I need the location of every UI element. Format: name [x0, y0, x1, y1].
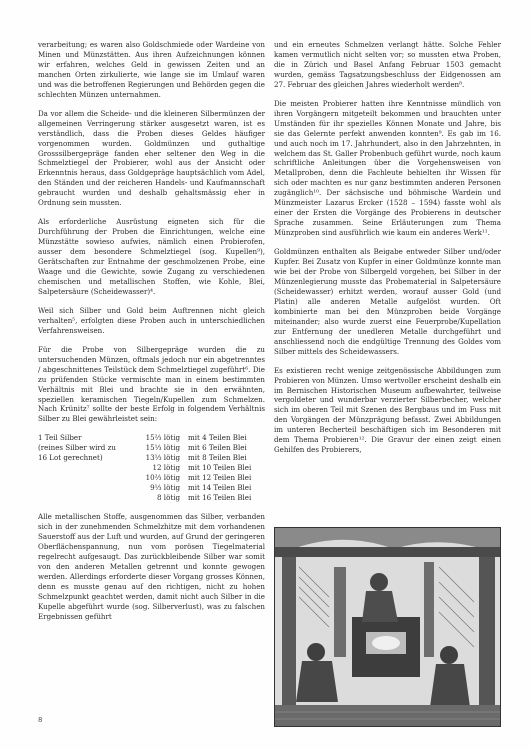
- table-row: [38, 453, 265, 463]
- table-cell: [38, 493, 118, 503]
- table-cell: 12 lötig: [152, 463, 180, 473]
- table-cell: mit 10 Teilen Blei: [188, 463, 252, 473]
- table-row: [38, 433, 265, 443]
- paragraph: Alle metallischen Stoffe, ausgenommen das Silber, verbanden sich in der zunehmenden Schmelzhitze mit dem vorhandenen Sauerstoff aus der Luft und wurden, auf Grund der geringeren Oberflächenspannung, nun vom porösen Tiegelmaterial regelrecht aufgesaugt. Das zurückbleibende Silber war somit von den anderen Metallen getrennt und konnte gewogen werden. Allerdings erforderte dieser Vorgang grosses Können, denn es musste genau auf den richtigen, nicht zu hohen Schmelzpunkt geachtet werden, damit nicht auch Silber in die Kupelle abgeführt wurde (sog. Silberverlust), was zu falschen Ergebnissen geführt: [38, 512, 265, 621]
- table-cell: mit 14 Teilen Blei: [188, 483, 252, 493]
- silver-lead-ratio-table: [38, 433, 265, 503]
- table-cell: mit 6 Teilen Blei: [188, 443, 247, 453]
- table-cell: (reines Silber wird zu: [38, 443, 116, 453]
- paragraph: verarbeitung; es waren also Goldschmiede oder Wardeine von Minen und Münzstätten. Aus ihren Aufzeichnungen können wir erfahren, welches Geld in gewissen Zeiten und an manchen Orten zirkulierte, wie lange sie im Umlauf waren und was die betroffenen Regierungen und Behörden gegen die schlechten Münzen unternahmen.: [38, 40, 265, 99]
- table-row: [38, 463, 265, 473]
- paragraph: Da vor allem die Scheide- und die kleineren Silbermünzen der allgemeinen Verringerung stärker ausgesetzt waren, ist es verständlich, dass die Proben dieses Geldes häufiger vorgenommen wurden. Goldmünzen und guthaltige Grosssilbergepräge fanden eher seltener den Weg in die Schmelztiegel der Probierer, wohl aus der Ansicht oder Erkenntnis heraus, dass Goldgepräge hauptsächlich vom Adel, den Ständen und der reicheren Handels- und Kaufmannschaft gebraucht wurden und deshalb gehaltsmässig eher in Ordnung sein mussten.: [38, 108, 265, 208]
- table-row: [38, 443, 265, 453]
- right-column: [274, 40, 501, 464]
- table-cell: 16 Lot gerechnet): [38, 453, 103, 463]
- paragraph: Für die Probe von Silbergepräge wurden die zu untersuchenden Münzen, oftmals jedoch nur ein abgetrenntes / abgeschnittenes Teilstück dem Schmelztiegel zugeführt⁶. Die zu prüfenden Stücke vermischte man in einem bestimmten Verhältnis mit Blei und brachte sie in den erwähnten, speziellen keramischen Tiegeln/Kupellen zum Schmelzen. Nach Krünitz⁷ sollte der beste Erfolg in folgendem Verhältnis Silber zu Blei gewährleistet sein:: [38, 344, 265, 424]
- paragraph: Die meisten Probierer hatten ihre Kenntnisse mündlich von ihren Vorgängern mitgeteilt bekommen und brauchten unter Umständen für ihr spezielles Können Monate und Jahre, bis sie das Gelernte perfekt anwenden konnten⁹. Es gab im 16. und auch noch im 17. Jahrhundert, also in den Jahrzehnten, in welchem das St. Galler Probenbuch geführt wurde, noch kaum schriftliche Anleitungen über die Vorgehensweisen von Metallproben, denn die Fachleute behielten ihr Wissen für sich oder machten es nur ganz bestimmten anderen Personen zugänglich¹⁰. Der sächsische und böhmische Wardein und Münzmeister Lazarus Ercker (1528 – 1594) fasste wohl als einer der Ersten die Vorgänge des Probierens in deutscher Sprache zusammen. Seine Erläuterungen zum Thema Münzproben sind ausführlich wie kaum ein anderes Werk¹¹.: [274, 98, 501, 238]
- table-cell: mit 12 Teilen Blei: [188, 473, 252, 483]
- table-cell: 9⅓ lötig: [150, 483, 180, 493]
- paragraph: Weil sich Silber und Gold beim Auftrennen nicht gleich verhalten⁵, erfolgten diese Proben auch in unterschiedlichen Verfahrensweisen.: [38, 305, 265, 335]
- table-cell: mit 4 Teilen Blei: [188, 433, 247, 443]
- table-cell: [38, 463, 118, 473]
- table-cell: 13⅓ lötig: [145, 453, 180, 463]
- table-cell: 10⅔ lötig: [145, 473, 180, 483]
- table-cell: 1 Teil Silber: [38, 433, 82, 443]
- left-column: [38, 40, 265, 631]
- paragraph: Es existieren recht wenige zeitgenössische Abbildungen zum Probieren von Münzen. Umso wertvoller erscheint deshalb ein im Bernischen Historischen Museum aufbewahrter, teilweise vergoldeter und wunderbar verzierter Silberbecher, welcher sich im oberen Teil mit Szenen des Bergbaus und im Fuss mit den Vorgängen der Münzprägung befasst. Zwei Abbildungen im unteren Becherteil beschäftigen sich im Besonderen mit dem Thema Probieren¹². Die Gravur der einen zeigt einen Gehilfen des Probierers,: [274, 365, 501, 455]
- table-row: [38, 473, 265, 483]
- engraving-illustration: [274, 527, 501, 727]
- paragraph: Als erforderliche Ausrüstung eigneten sich für die Durchführung der Proben die Einrichtungen, welche eine Münzstätte sowieso aufwies, nämlich einen Probierofen, ausser dem besondere Schmelztiegel (sog. Kupellen⁹), Gerätschaften zur Entnahme der geschmolzenen Probe, eine Waage und die Gewichte, sowie Zugang zu verschiedenen chemischen und metallischen Stoffen, wie Kohle, Blei, Salpetersäure (Scheidewasser)⁴.: [38, 217, 265, 296]
- paragraph: Goldmünzen enthalten als Beigabe entweder Silber und/oder Kupfer. Bei Zusatz von Kupfer in einer Goldmünze konnte man wie bei der Probe von Silbergeld vorgehen, bei Silber in der Münzenlegierung musste das Probematerial in Salpetersäure (Scheidewasser) erhitzt werden, worauf ausser Gold (und Platin) alle anderen Metalle aufgelöst wurden. Oft kombinierte man bei den Münzproben beide Vorgänge miteinander; also wurde zuerst eine Feuerprobe/Kupellation zur Entfernung der unedleren Metalle durchgeführt und anschliessend noch die endgültige Trennung des Goldes vom Silber mittels des Scheidewassers.: [274, 247, 501, 356]
- table-cell: mit 16 Teilen Blei: [188, 493, 252, 503]
- page-number: 8: [38, 716, 43, 724]
- table-row: [38, 493, 265, 503]
- table-cell: mit 8 Teilen Blei: [188, 453, 247, 463]
- table-cell: [38, 473, 118, 483]
- table-cell: 8 lötig: [157, 493, 180, 503]
- engraving-image: [274, 527, 501, 727]
- paragraph: und ein erneutes Schmelzen verlangt hätte. Solche Fehler kamen vermutlich nicht selten vor; so mussten etwa Proben, die in Zürich und Basel Anfang Februar 1503 gemacht wurden, gemäss Tagsatzungsbeschluss der Eidgenossen am 27. Februar des gleichen Jahres wiederholt werden⁸.: [274, 40, 501, 89]
- table-row: [38, 483, 265, 493]
- table-cell: [38, 483, 118, 493]
- table-cell: 15⅔ lötig: [145, 433, 180, 443]
- table-cell: 15⅓ lötig: [145, 443, 180, 453]
